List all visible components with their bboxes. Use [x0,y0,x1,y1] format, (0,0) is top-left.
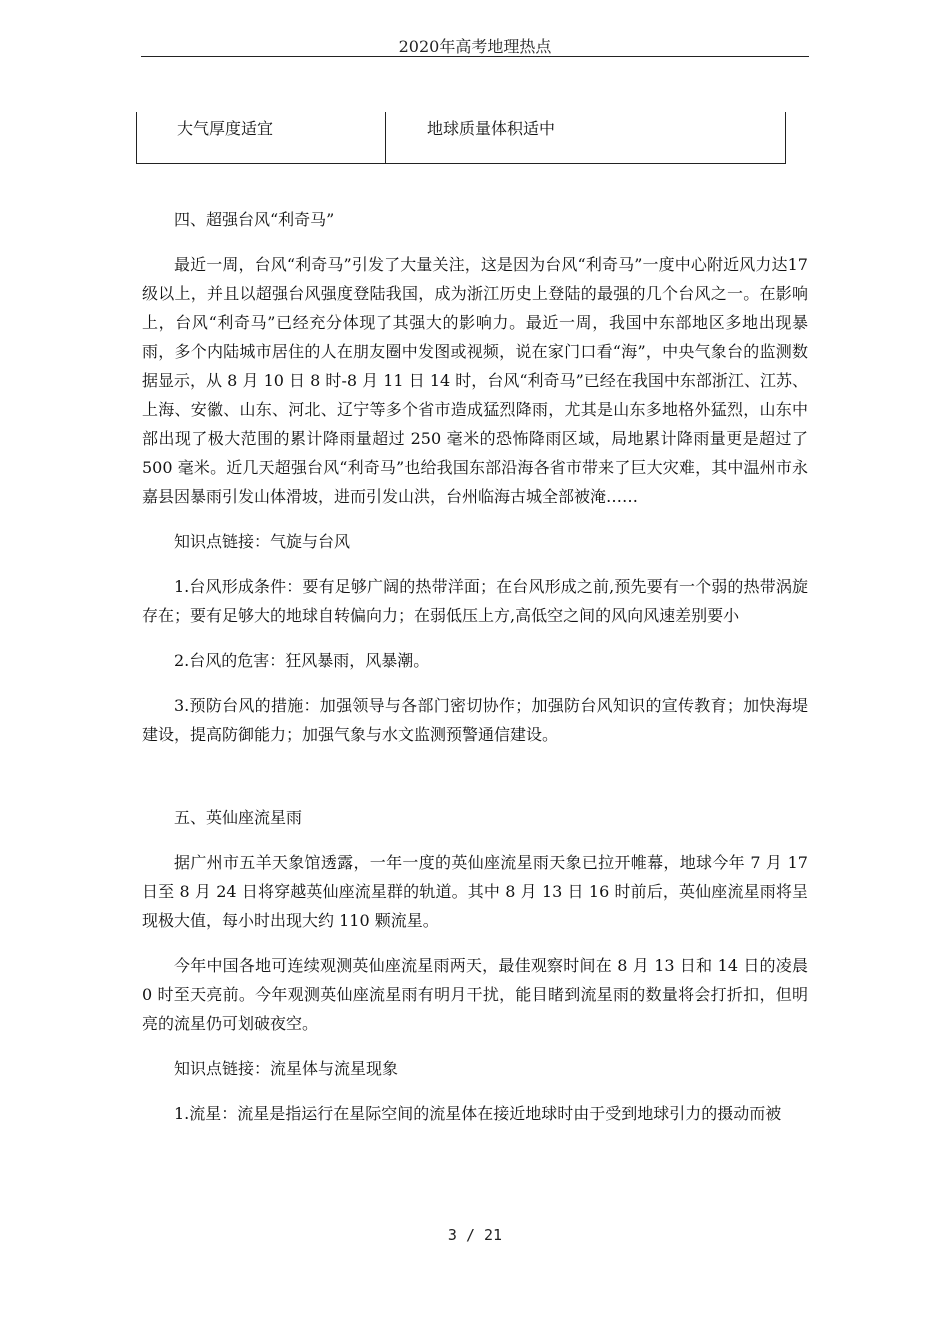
section4-point-2: 2.台风的危害：狂风暴雨，风暴潮。 [174,651,430,670]
section4-knowledge-heading: 知识点链接：气旋与台风 [174,532,351,551]
table-fragment [136,112,786,164]
section5-knowledge-heading: 知识点链接：流星体与流星现象 [174,1059,399,1078]
table-cell-right: 地球质量体积适中 [427,119,556,138]
section5-heading: 五、英仙座流星雨 [174,808,303,827]
page-number: 3 / 21 [447,1226,503,1244]
section4-body: 最近一周，台风“利奇马”引发了大量关注，这是因为台风“利奇马”一度中心附近风力达17 级以上，并且以超强台风强度登陆我国，成为浙江历史上登陆的最强的几个台风之一。在影响上，台风“利奇马”已经充分体现了其强大的影响力。最近一周，我国中东部地区多地出现暴雨，多个内陆城市居住的人在朋友圈中发图或视频，说在家门口看“海”，中央气象台的监测数据显示，从 8 月 10 日 8 时-8 月 11 日 14 时，台风“利奇马”已经在我国中东部浙江、江苏、上海、安徽、山东、河北、辽宁等多个省市造成猛烈降雨，尤其是山东多地格外猛烈，山东中部出现了极大范围的累计降雨量超过 250 毫米的恐怖降雨区域，局地累计降雨量更是超过了 500 毫米。近几天超强台风“利奇马”也给我国东部沿海各省市带来了巨大灾难，其中温州市永嘉县因暴雨引发山体滑坡，进而引发山洪，台州临海古城全部被淹…… [142,255,808,506]
section4-point-1: 1.台风形成条件：要有足够广阔的热带洋面；在台风形成之前,预先要有一个弱的热带涡旋存在；要有足够大的地球自转偏向力；在弱低压上方,高低空之间的风向风速差别要小 [142,577,808,625]
section4-heading: 四、超强台风“利奇马” [174,210,335,229]
section4-point-3: 3.预防台风的措施：加强领导与各部门密切协作；加强防台风知识的宣传教育；加快海堤建设，提高防御能力；加强气象与水文监测预警通信建设。 [142,696,808,744]
page-header-title: 2020年高考地理热点 [398,37,552,56]
section5-paragraph-1: 据广州市五羊天象馆透露，一年一度的英仙座流星雨天象已拉开帷幕，地球今年 7 月 17 日至 8 月 24 日将穿越英仙座流星群的轨道。其中 8 月 13 日 16 时前后，英仙座流星雨将呈现极大值，每小时出现大约 110 颗流星。 [142,853,808,930]
section5-paragraph-2: 今年中国各地可连续观测英仙座流星雨两天，最佳观察时间在 8 月 13 日和 14 日的凌晨 0 时至天亮前。今年观测英仙座流星雨有明月干扰，能目睹到流星雨的数量将会打折扣，但明亮的流星仍可划破夜空。 [142,956,808,1033]
table-cell-left: 大气厚度适宜 [177,119,274,138]
header-rule [141,56,809,57]
table-column-divider [385,112,386,163]
document-body [142,205,808,1128]
section5-point-1: 1.流星：流星是指运行在星际空间的流星体在接近地球时由于受到地球引力的摄动而被 [174,1104,782,1123]
